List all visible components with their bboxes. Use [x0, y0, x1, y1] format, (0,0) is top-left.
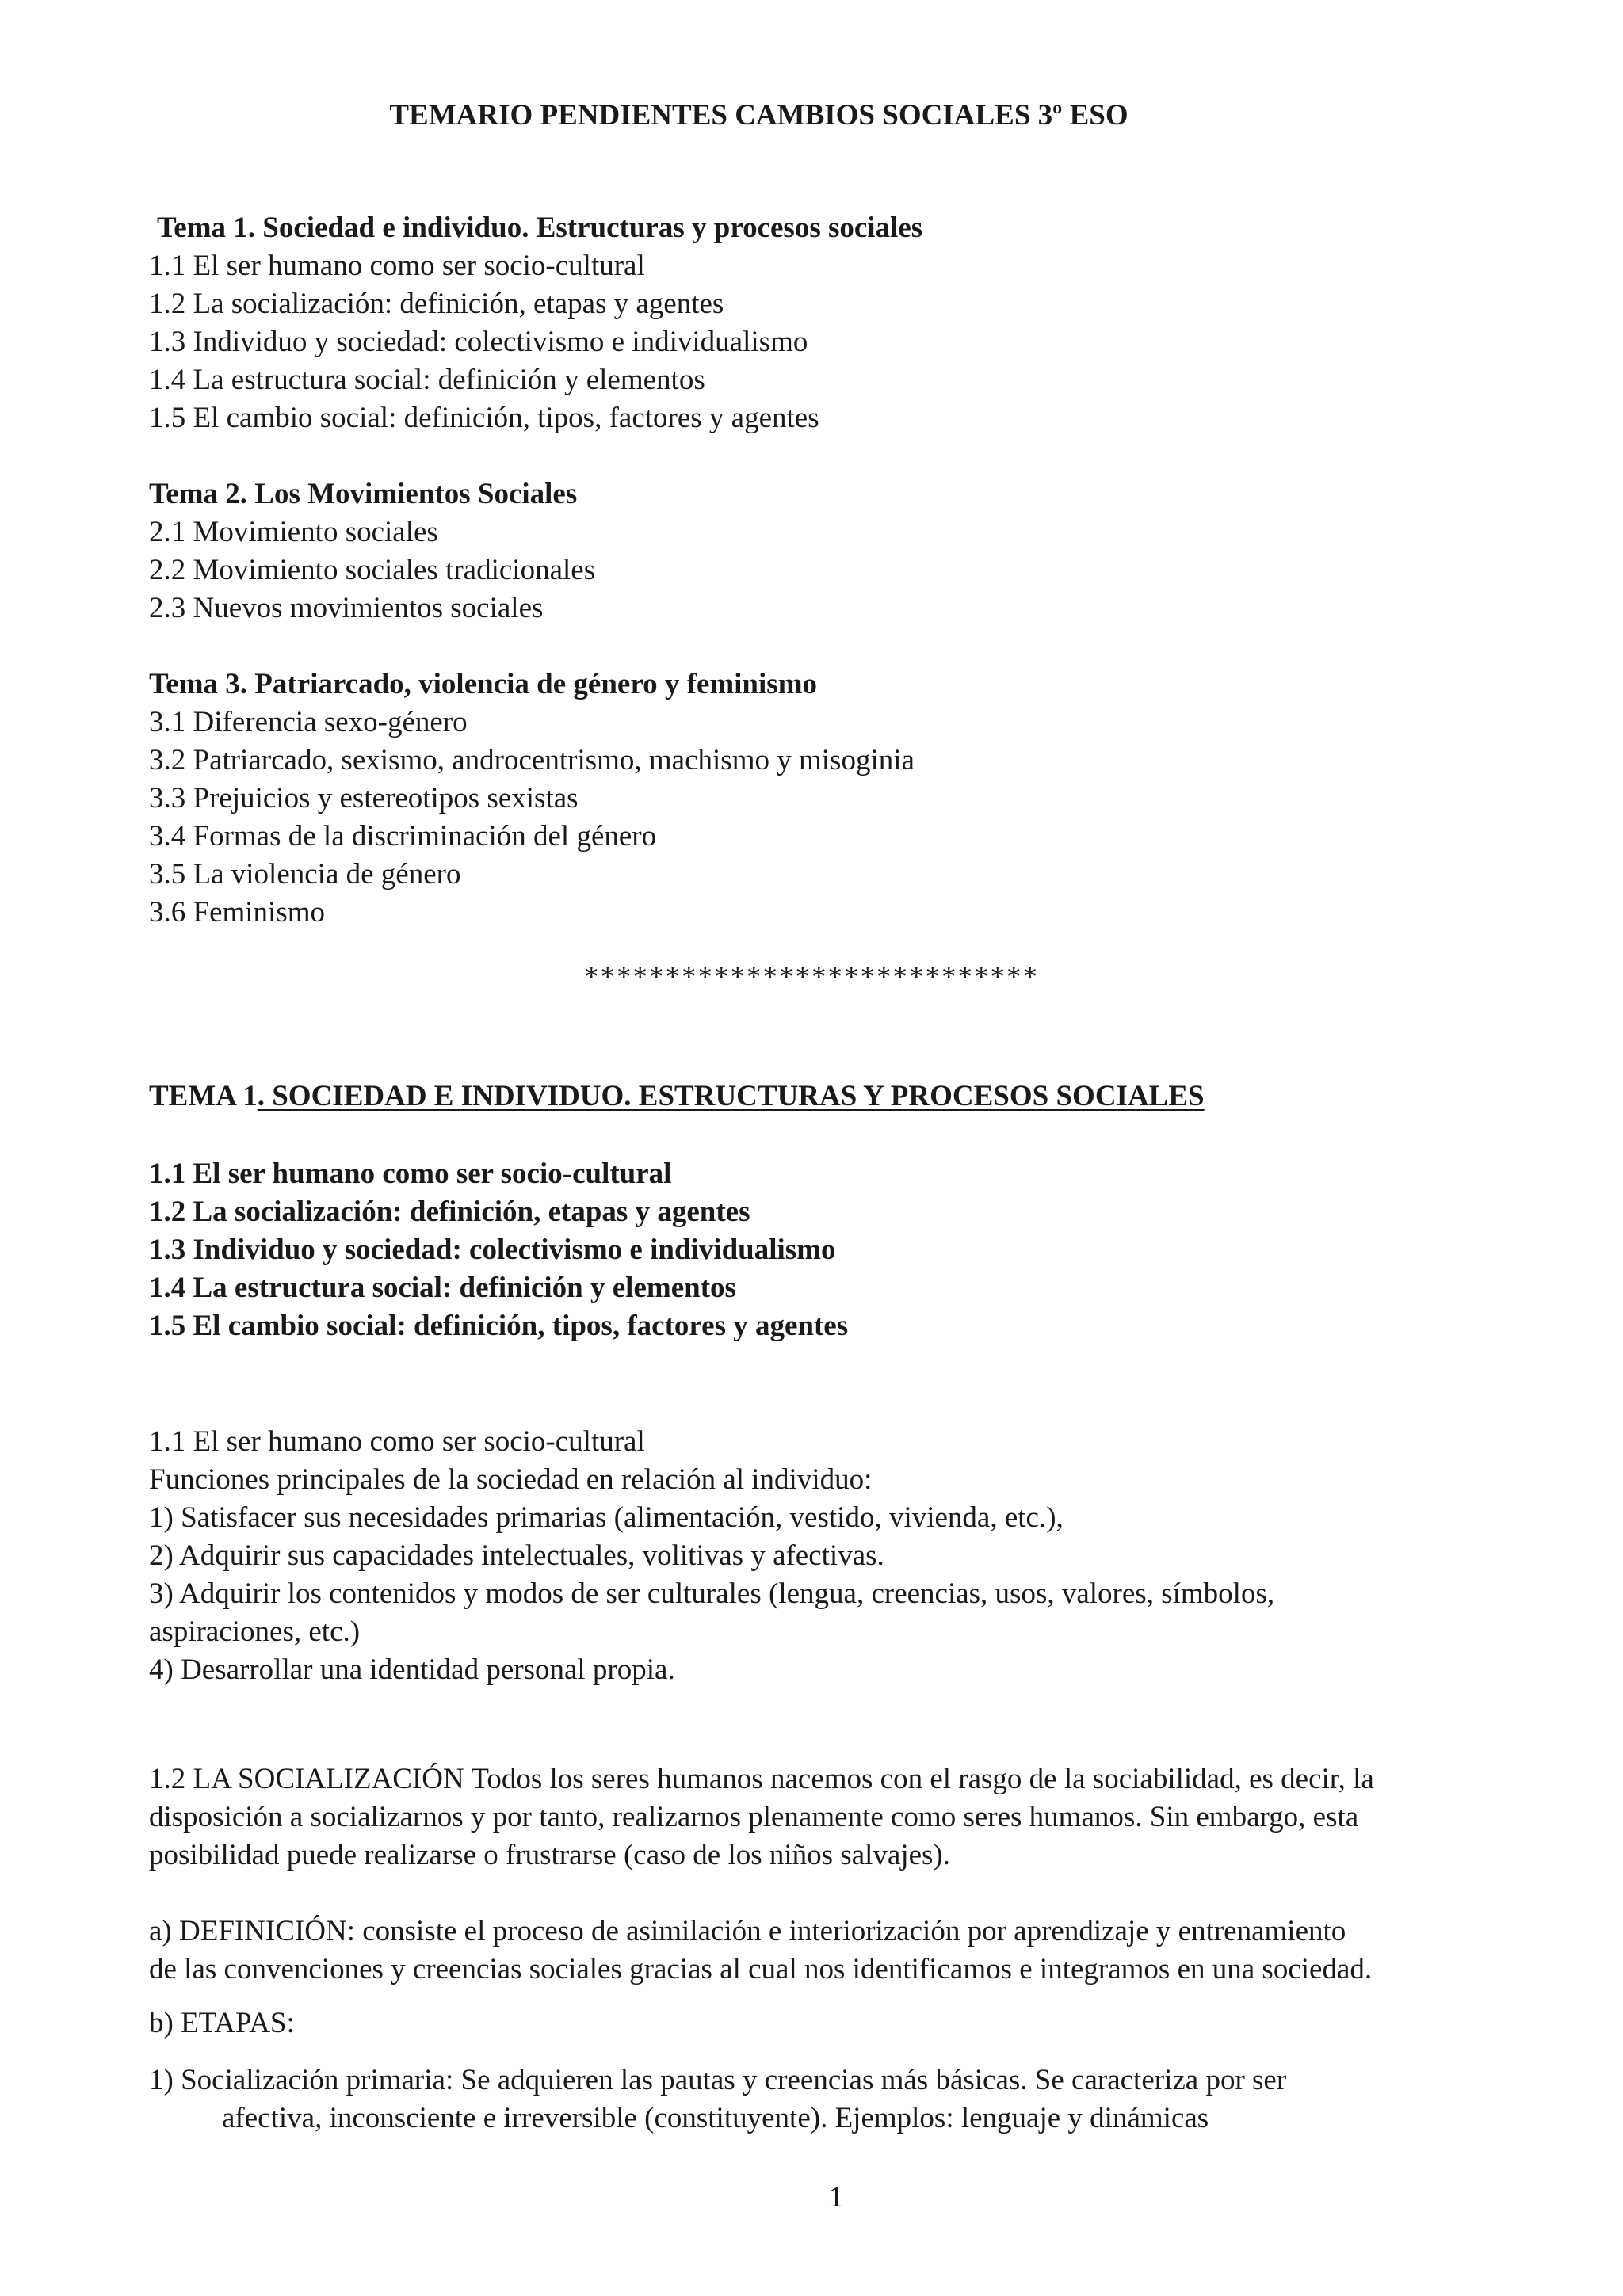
page-number: 1: [828, 2181, 844, 2214]
part-1-2-paragraph-line: posibilidad puede realizarse o frustrarse (caso de los niños salvajes).: [149, 1839, 950, 1871]
part-1-1-line: 2) Adquirir sus capacidades intelectuales, volitivas y afectivas.: [149, 1539, 884, 1572]
separator: ****************************: [584, 961, 1039, 994]
syllabus-item: 2.1 Movimiento sociales: [149, 516, 438, 548]
syllabus-item: 1.3 Individuo y sociedad: colectivismo e individualismo: [149, 326, 808, 358]
syllabus-item: 2.3 Nuevos movimientos sociales: [149, 592, 544, 624]
part-1-2-paragraph-line: 1.2 LA SOCIALIZACIÓN Todos los seres humanos nacemos con el rasgo de la sociabilidad, es decir, la: [149, 1763, 1374, 1795]
definition-line: a) DEFINICIÓN: consiste el proceso de asimilación e interiorización por aprendizaje y entrenamiento: [149, 1915, 1346, 1947]
syllabus-item: 1.2 La socialización: definición, etapas y agentes: [149, 288, 724, 320]
etapas-line-indented: afectiva, inconsciente e irreversible (constituyente). Ejemplos: lenguaje y dinámicas: [222, 2102, 1209, 2134]
syllabus-item: 1.5 El cambio social: definición, tipos, factores y agentes: [149, 402, 819, 434]
section-heading: [149, 1077, 1205, 1115]
section-heading-title: . SOCIEDAD E INDIVIDUO. ESTRUCTURAS Y PROCESOS SOCIALES: [257, 1080, 1205, 1112]
syllabus-item: 1.1 El ser humano como ser socio-cultural: [149, 250, 645, 282]
syllabus-heading-tema-2: Tema 2. Los Movimientos Sociales: [149, 478, 578, 510]
syllabus-item: 2.2 Movimiento sociales tradicionales: [149, 554, 596, 586]
syllabus-item: 3.1 Diferencia sexo-género: [149, 706, 468, 738]
syllabus-item: 3.5 La violencia de género: [149, 858, 461, 891]
etapas-heading: b) ETAPAS:: [149, 2007, 295, 2039]
part-1-1-line: aspiraciones, etc.): [149, 1615, 361, 1648]
definition-line: de las convenciones y creencias sociales gracias al cual nos identificamos e integramos en una sociedad.: [149, 1953, 1373, 1985]
section-subheading: 1.5 El cambio social: definición, tipos, factores y agentes: [149, 1310, 849, 1342]
syllabus-item: 1.4 La estructura social: definición y elementos: [149, 364, 705, 396]
syllabus-item: 3.4 Formas de la discriminación del género: [149, 820, 657, 852]
etapas-line: 1) Socialización primaria: Se adquieren las pautas y creencias más básicas. Se caracteriza por ser: [149, 2064, 1287, 2096]
syllabus-heading-tema-1: Tema 1. Sociedad e individuo. Estructuras y procesos sociales: [157, 212, 923, 244]
part-1-1-line: 1) Satisfacer sus necesidades primarias (alimentación, vestido, vivienda, etc.),: [149, 1501, 1064, 1534]
syllabus-item: 3.2 Patriarcado, sexismo, androcentrismo, machismo y misoginia: [149, 744, 915, 776]
part-1-1-line: 4) Desarrollar una identidad personal propia.: [149, 1653, 675, 1686]
section-heading-prefix: TEMA 1: [149, 1080, 258, 1112]
part-1-2-paragraph-line: disposición a socializarnos y por tanto, realizarnos plenamente como seres humanos. Sin embargo, esta: [149, 1801, 1359, 1833]
part-1-1-line: 3) Adquirir los contenidos y modos de ser culturales (lengua, creencias, usos, valores, símbolos,: [149, 1577, 1275, 1610]
part-1-1-intro: Funciones principales de la sociedad en relación al individuo:: [149, 1463, 873, 1496]
part-1-1-heading: 1.1 El ser humano como ser socio-cultural: [149, 1425, 645, 1458]
syllabus-item: 3.6 Feminismo: [149, 896, 326, 929]
section-subheading: 1.1 El ser humano como ser socio-cultural: [149, 1158, 672, 1190]
syllabus-heading-tema-3: Tema 3. Patriarcado, violencia de género y feminismo: [149, 668, 818, 700]
section-subheading: 1.2 La socialización: definición, etapas y agentes: [149, 1196, 750, 1228]
section-subheading: 1.4 La estructura social: definición y elementos: [149, 1272, 736, 1304]
syllabus-item: 3.3 Prejuicios y estereotipos sexistas: [149, 782, 579, 814]
section-subheading: 1.3 Individuo y sociedad: colectivismo e individualismo: [149, 1234, 836, 1266]
document-title: TEMARIO PENDIENTES CAMBIOS SOCIALES 3º ESO: [389, 99, 1128, 132]
